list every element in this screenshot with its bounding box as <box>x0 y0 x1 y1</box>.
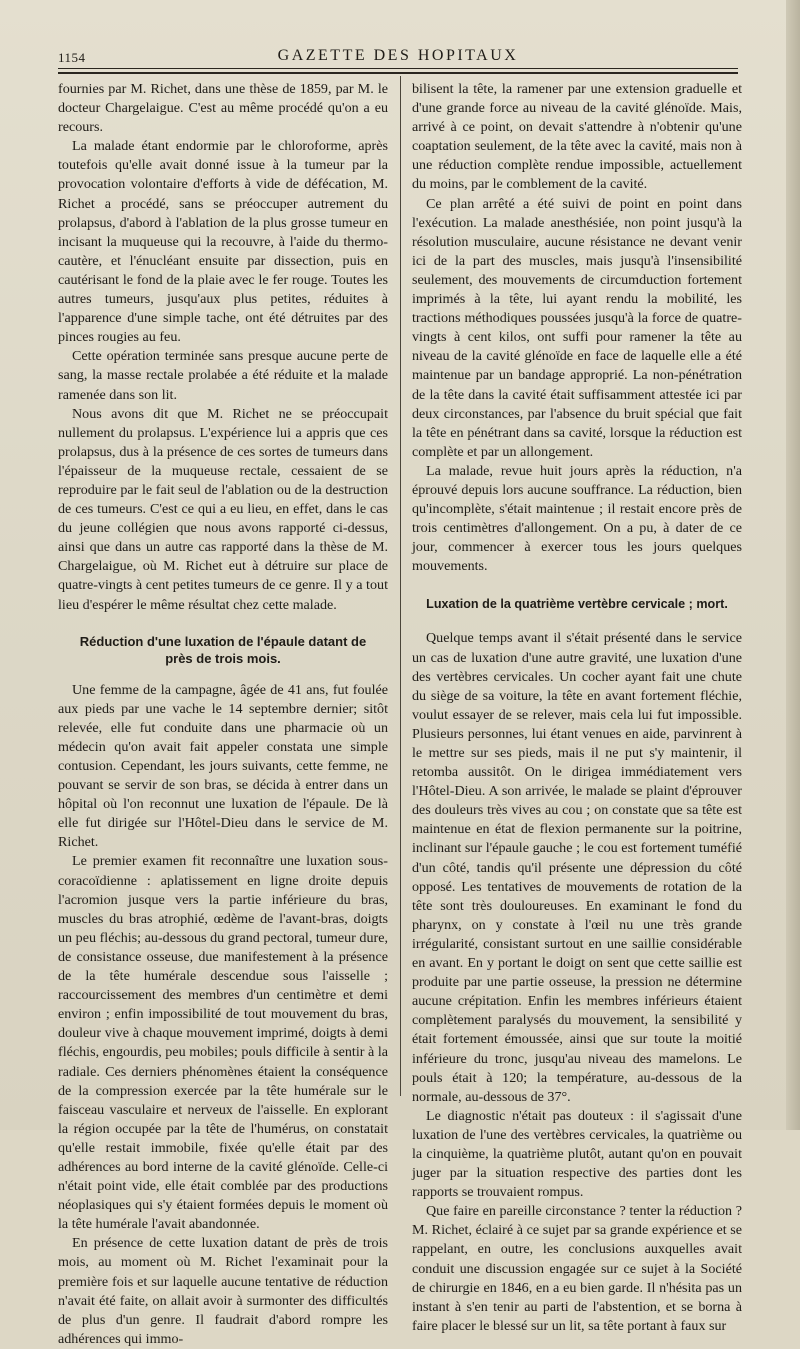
paragraph: La malade étant endormie par le chloroforme, après toutefois qu'elle avait donné issue à la tumeur par la provocation volontaire d'efforts à vide de défécation, M. Richet a procédé, sans se préoccuper autrement du prolapsus, d'abord à l'ablation de la plus grosse tumeur en incisant la muqueuse qui la recouvre, à l'aide du thermo-cautère, et l'énucléant ensuite par dissection, puis en cautérisant le fond de la plaie avec le fer rouge. Toutes les autres tumeurs, jusqu'aux plus petites, réduites à l'apparence d'une simple tache, ont été détruites par des pinces rougies au feu. <box>58 138 388 346</box>
paragraph: Ce plan arrêté a été suivi de point en point dans l'exécution. La malade anesthésiée, non point jusqu'à la résolution musculaire, aucune résistance ne devant venir ici de la part des muscles, mais jusqu'à l'insensibilité seulement, des mouvements de circumduction fortement imprimés à la tête, lui ayant rendu la mobilité, les tractions méthodiques poussées jusqu'à la force de quatre-vingts à cent kilos, ont suffi pour ramener la tête au niveau de la cavité glénoïde en face de laquelle elle a été maintenue par un bandage approprié. La non-pénétration de la tête dans la cavité était suffisamment attestée ici par deux circonstances, par l'absence du bruit spécial que fait la tête en pénétrant dans sa cavité, lorsque la réduction est complète et par un allongement. <box>412 195 742 460</box>
paragraph: En présence de cette luxation datant de près de trois mois, au moment où M. Richet l'examinait pour la première fois et sur laquelle aucune tentative de réduction n'avait été faite, on allait avoir à surmonter des difficultés de plus d'un genre. Il faudrait d'abord rompre les adhérences qui immo- <box>58 1235 388 1347</box>
column-divider <box>400 76 401 1096</box>
section-heading: Réduction d'une luxation de l'épaule datant de près de trois mois. <box>79 633 367 666</box>
paragraph: Cette opération terminée sans presque aucune perte de sang, la masse rectale prolabée a été réduite et la malade ramenée dans son lit. <box>58 348 388 403</box>
header-rule-thick <box>58 72 738 74</box>
paragraph: Une femme de la campagne, âgée de 41 ans, fut foulée aux pieds par une vache le 14 septembre dernier; sitôt relevée, elle fut conduite dans une pharmacie où un médecin qu'on avait fait appeler constata une simple contusion. Cependant, les jours suivants, cette femme, ne pouvant se servir de son bras, se décida à entrer dans un hôpital où l'on reconnut une luxation de l'épaule. De là elle fut dirigée sur l'Hôtel-Dieu dans le service de M. Richet. <box>58 681 388 851</box>
paragraph: Quelque temps avant il s'était présenté dans le service un cas de luxation d'une autre gravité, une luxation d'une des vertèbres cervicales. Un cocher ayant fait une chute du siège de sa voiture, la tête en avant fortement fléchie, voulut essayer de se relever, mais cela lui fut impossible. Plusieurs personnes, lui étant venues en aide, parvinrent à le mettre sur ses pieds, mais il ne put s'y maintenir, il retomba aussitôt. On le dirigea immédiatement vers l'Hôtel-Dieu. A son arrivée, le malade se plaint d'éprouver des douleurs très vives au cou ; on constate que sa tête est maintenue en état de flexion permanente sur la poitrine, inclinant sur l'épaule gauche ; le cou est fortement tuméfié d'un côté, tandis qu'il présente une dépression du côté opposé. Les tentatives de mouvements de rotation de la tête sont très douloureuses. En examinant le fond du pharynx, on y constate à l'œil nu une très grande irrégularité, consistant surtout en une saillie considérable en avant. En y portant le doigt on sent que cette saillie est produite par une partie osseuse, la pression ne détermine aucune crépitation. Enfin les membres inférieurs étaient complètement paralysés du mouvement, la sensibilité y était fortement émoussée, ainsi que sur toute la moitié inférieure du tronc, jusqu'au niveau des mamelons. Le pouls était à 120; la température, au-dessous de la normale, au-dessous de 37°. <box>412 630 742 1105</box>
journal-title: GAZETTE DES HOPITAUX <box>277 47 519 64</box>
right-column <box>412 80 742 1336</box>
paragraph: bilisent la tête, la ramener par une extension graduelle et d'une grande force au niveau de la cavité glénoïde. Mais, arrivé à ce point, on devait s'attendre à n'obtenir qu'une coaptation seulement, de la tête avec la cavité, mais non à une réduction complète rendue impossible, actuellement du moins, par le comblement de la cavité. <box>412 81 742 193</box>
paragraph: Que faire en pareille circonstance ? tenter la réduction ? M. Richet, éclairé à ce sujet par sa grande expérience et se rappelant, en outre, les conclusions auxquelles avait conduit une discussion engagée sur ce sujet à la Société de chirurgie en 1846, en a eu bien garde. Il n'hésita pas un instant à s'en tenir au parti de l'abstention, et se borna à faire placer le blessé sur un lit, sa tête portant à faux sur <box>412 1203 742 1334</box>
paragraph: Le premier examen fit reconnaître une luxation sous-coracoïdienne : aplatissement en ligne droite depuis l'acromion jusque vers la partie inférieure du bras, muscles du bras atrophié, œdème de l'avant-bras, doigts un peu fléchis; au-dessous du grand pectoral, tumeur dure, de consistance osseuse, due manifestement à la présence de la tête humérale descendue sous l'aisselle ; raccourcissement des membres d'un centimètre et demi environ ; enfin impossibilité de tout mouvement du bras, douleur vive à chaque mouvement imprimé, doigts à demi fléchis, engourdis, peu mobiles; pouls difficile à sentir à la radiale. Ces derniers phénomènes étaient la conséquence de la compression exercée par la tête humérale sur le faisceau vasculaire et nerveux de l'aisselle. En explorant la région occupée par la tête de l'humérus, on constatait qu'elle restait immobile, fixée qu'elle était par des adhérences au bord interne de la cavité glénoïde. Celle-ci n'était point vide, elle était comblée par des productions néoplasiques qui s'y étaient formées depuis le moment où la tête humérale l'avait abandonnée. <box>58 853 388 1233</box>
page-number: 1154 <box>58 50 86 65</box>
paragraph: Nous avons dit que M. Richet ne se préoccupait nullement du prolapsus. L'expérience lui a appris que ces prolapsus, dus à la présence de ces sortes de tumeurs dans l'épaisseur de la muqueuse rectale, cessaient de se reproduire par le fait seul de l'ablation ou de la destruction de ces tumeurs. C'est ce qui a eu lieu, en effet, dans le cas du jeune collégien que nous avons rapporté ci-dessus, ainsi que dans un autre cas rapporté dans la thèse de M. Chargelaigue, où M. Richet eut à détruire sur place de quatre-vingts à cent petites tumeurs de ce genre. Il y a tout lieu d'espérer le même résultat chez cette malade. <box>58 405 388 613</box>
page-header <box>58 44 738 66</box>
paragraph: fournies par M. Richet, dans une thèse de 1859, par M. le docteur Chargelaigue. C'est au même procédé qu'on a eu recours. <box>58 81 388 136</box>
header-rule-thin <box>58 68 738 69</box>
paragraph: La malade, revue huit jours après la réduction, n'a éprouvé depuis lors aucune souffrance. La réduction, bien qu'incomplète, s'était maintenue ; il restait encore près de trois centimètres d'allongement. On a pu, à dater de ce jour, commencer à exercer tous les jours quelques mouvements. <box>412 462 742 575</box>
left-column <box>58 80 388 1349</box>
section-heading: Luxation de la quatrième vertèbre cervicale ; mort. <box>426 597 728 612</box>
paragraph: Le diagnostic n'était pas douteux : il s'agissait d'une luxation de l'une des vertèbres cervicales, la quatrième ou la cinquième, la quatrième plutôt, autant qu'on en pouvait juger par la situation respective des parties dont les rapports se trouvaient rompus. <box>412 1107 742 1201</box>
page-edge <box>786 0 800 1130</box>
